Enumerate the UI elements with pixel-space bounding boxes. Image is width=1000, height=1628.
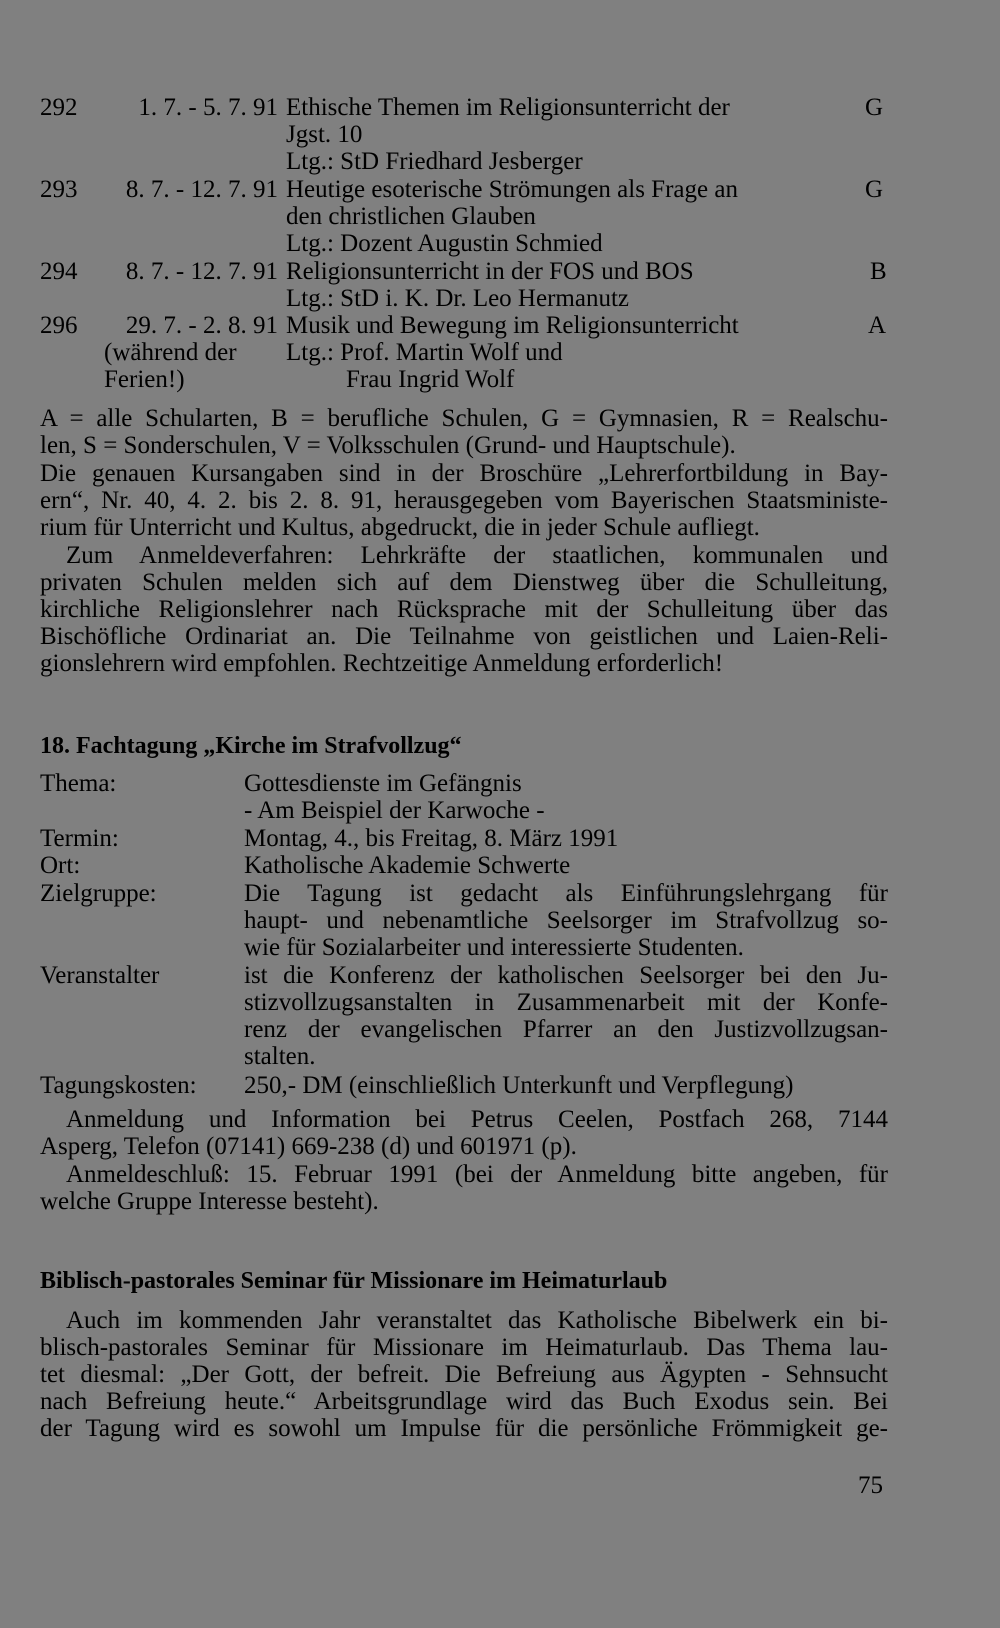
brochure-line: Die genauen Kursangaben sind in der Broschüre „Lehrerfortbildung in Bay- xyxy=(40,460,888,487)
field-label: Thema: xyxy=(40,770,117,797)
field-label: Ort: xyxy=(40,852,81,879)
field-value: - Am Beispiel der Karwoche - xyxy=(244,797,545,824)
field-value: Montag, 4., bis Freitag, 8. März 1991 xyxy=(244,825,619,852)
course-date: 8. 7. - 12. 7. 91 xyxy=(125,258,278,285)
field-label: Termin: xyxy=(40,825,119,852)
deadline-line: welche Gruppe Interesse besteht). xyxy=(40,1188,379,1215)
field-value: Katholische Akademie Schwerte xyxy=(244,852,571,879)
seminar-line: Auch im kommenden Jahr veranstaltet das Katholische Bibelwerk ein bi- xyxy=(66,1307,888,1334)
registration-line: gionslehrern wird empfohlen. Rechtzeitige Anmeldung erforderlich! xyxy=(40,650,724,677)
field-value: 250,- DM (einschließlich Unterkunft und Verpflegung) xyxy=(244,1072,794,1099)
course-title: Heutige esoterische Strömungen als Frage an xyxy=(286,176,738,203)
brochure-line: rium für Unterricht und Kultus, abgedruckt, die in jeder Schule aufliegt. xyxy=(40,514,760,541)
course-date: 1. 7. - 5. 7. 91 xyxy=(138,94,278,121)
registration-line: privaten Schulen melden sich auf dem Dienstweg über die Schulleitung, xyxy=(40,569,888,596)
course-title: Religionsunterricht in der FOS und BOS xyxy=(286,258,694,285)
course-date: 29. 7. - 2. 8. 91 xyxy=(125,312,278,339)
registration-line: Zum Anmeldeverfahren: Lehrkräfte der staatlichen, kommunalen und xyxy=(66,542,888,569)
course-type: B xyxy=(870,258,887,285)
seminar-heading: Biblisch-pastorales Seminar für Missionare im Heimaturlaub xyxy=(40,1268,668,1294)
field-value: Die Tagung ist gedacht als Einführungslehrgang für xyxy=(244,880,888,907)
info-line: Anmeldung und Information bei Petrus Ceelen, Postfach 268, 7144 xyxy=(66,1106,888,1133)
field-label: Veranstalter xyxy=(40,962,160,989)
legend-line: len, S = Sonderschulen, V = Volksschulen (Grund- und Hauptschule). xyxy=(40,432,736,459)
field-label: Zielgruppe: xyxy=(40,880,157,907)
brochure-line: ern“, Nr. 40, 4. 2. bis 2. 8. 91, herausgegeben vom Bayerischen Staatsministe- xyxy=(40,487,888,514)
field-value: Gottesdienste im Gefängnis xyxy=(244,770,522,797)
field-value: stalten. xyxy=(244,1043,316,1070)
field-value: ist die Konferenz der katholischen Seelsorger bei den Ju- xyxy=(244,962,888,989)
field-label: Tagungskosten: xyxy=(40,1072,197,1099)
registration-line: Bischöfliche Ordinariat an. Die Teilnahme von geistlichen und Laien-Reli- xyxy=(40,623,888,650)
field-value: renz der evangelischen Pfarrer an den Justizvollzugsan- xyxy=(244,1016,888,1043)
course-title: Ethische Themen im Religionsunterricht der xyxy=(286,94,730,121)
seminar-line: der Tagung wird es sowohl um Impulse für die persönliche Frömmigkeit ge- xyxy=(40,1415,888,1442)
course-number: 293 xyxy=(40,176,78,203)
course-date: 8. 7. - 12. 7. 91 xyxy=(125,176,278,203)
course-number: 294 xyxy=(40,258,78,285)
legend-line: A = alle Schularten, B = berufliche Schulen, G = Gymnasien, R = Realschu- xyxy=(40,405,888,432)
course-number: 296 xyxy=(40,312,78,339)
info-line: Asperg, Telefon (07141) 669-238 (d) und 601971 (p). xyxy=(40,1133,577,1160)
course-type: G xyxy=(865,94,884,121)
course-type: A xyxy=(868,312,887,339)
deadline-line: Anmeldeschluß: 15. Februar 1991 (bei der Anmeldung bitte angeben, für xyxy=(66,1161,888,1188)
course-title: Jgst. 10 xyxy=(286,121,363,148)
page-number: 75 xyxy=(858,1472,883,1499)
seminar-line: tet diesmal: „Der Gott, der befreit. Die Befreiung aus Ägypten - Sehnsucht xyxy=(40,1361,888,1388)
seminar-line: nach Befreiung heute.“ Arbeitsgrundlage wird das Buch Exodus sein. Bei xyxy=(40,1388,888,1415)
course-number: 292 xyxy=(40,94,78,121)
course-leader: Frau Ingrid Wolf xyxy=(346,366,515,393)
field-value: wie für Sozialarbeiter und interessierte Studenten. xyxy=(244,934,744,961)
course-date-note: Ferien!) xyxy=(104,366,185,393)
course-date-note: (während der xyxy=(104,339,237,366)
course-leader: Ltg.: StD i. K. Dr. Leo Hermanutz xyxy=(286,285,629,312)
seminar-line: blisch-pastorales Seminar für Missionare im Heimaturlaub. Das Thema lau- xyxy=(40,1334,888,1361)
course-leader: Ltg.: StD Friedhard Jesberger xyxy=(286,148,583,175)
field-value: haupt- und nebenamtliche Seelsorger im Strafvollzug so- xyxy=(244,907,888,934)
course-leader: Ltg.: Prof. Martin Wolf und xyxy=(286,339,563,366)
fachtagung-heading: 18. Fachtagung „Kirche im Strafvollzug“ xyxy=(40,733,462,759)
field-value: stizvollzugsanstalten in Zusammenarbeit mit der Konfe- xyxy=(244,989,888,1016)
registration-line: kirchliche Religionslehrer nach Rücksprache mit der Schulleitung über das xyxy=(40,596,888,623)
course-type: G xyxy=(865,176,884,203)
course-leader: Ltg.: Dozent Augustin Schmied xyxy=(286,230,603,257)
course-title: den christlichen Glauben xyxy=(286,203,536,230)
course-title: Musik und Bewegung im Religionsunterricht xyxy=(286,312,739,339)
